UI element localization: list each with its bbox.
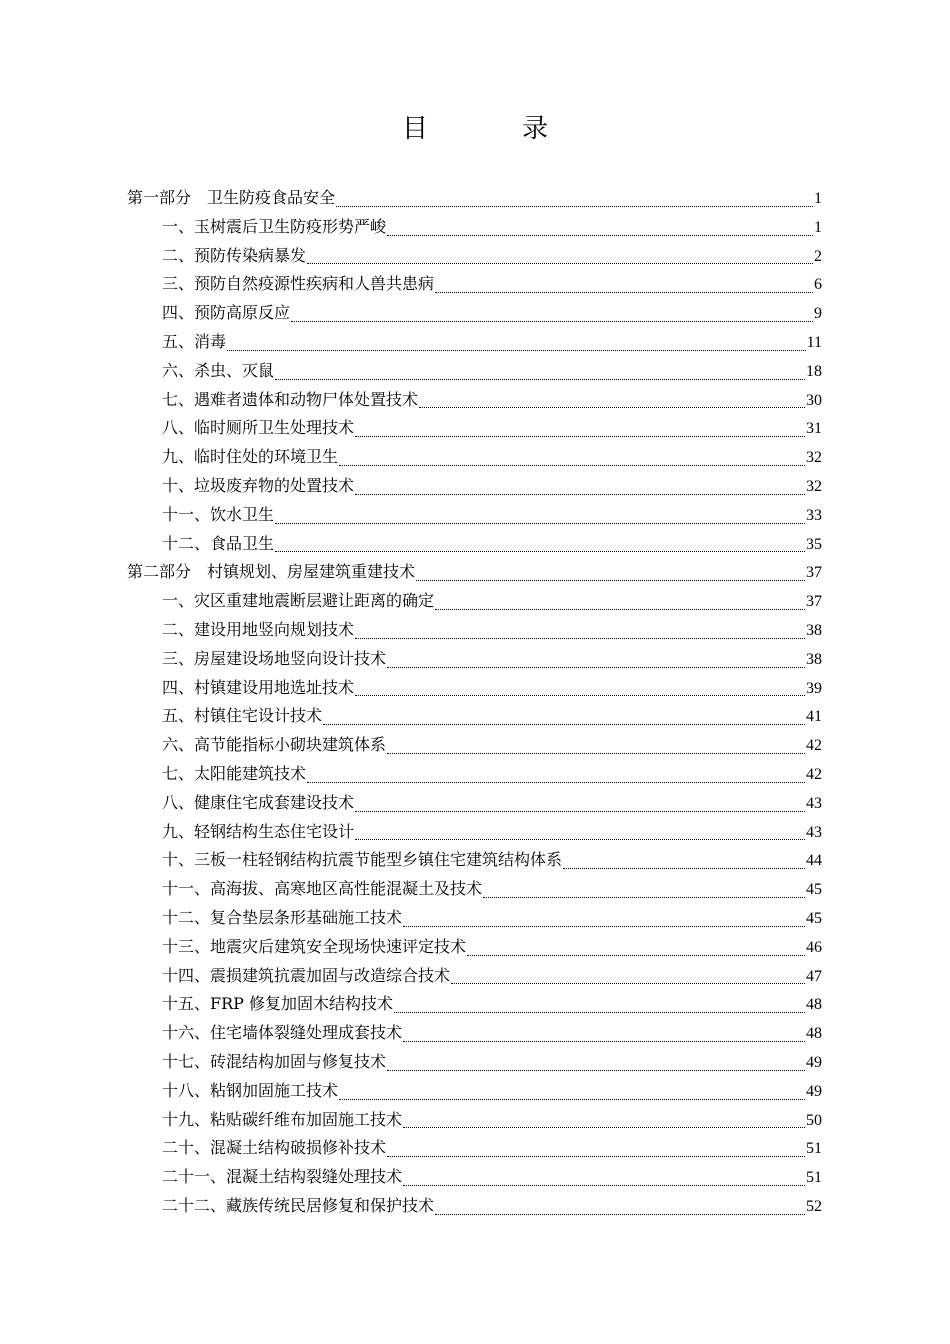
toc-entry-label: 十一、高海拔、高寒地区高性能混凝土及技术	[162, 879, 483, 899]
page-title: 目 录	[401, 114, 582, 144]
toc-section-entry[interactable]	[127, 731, 822, 760]
toc-section-entry[interactable]	[127, 328, 822, 357]
toc-page-number: 41	[806, 708, 822, 726]
toc-page-number: 51	[806, 1140, 822, 1158]
dot-leader	[416, 580, 805, 581]
dot-leader	[563, 868, 805, 869]
dot-leader	[307, 782, 805, 783]
dot-leader	[451, 983, 805, 984]
dot-leader	[275, 379, 805, 380]
toc-section-entry[interactable]	[127, 904, 822, 933]
dot-leader	[339, 465, 805, 466]
toc-page-number: 48	[806, 1025, 822, 1043]
toc-section-entry[interactable]	[127, 1019, 822, 1048]
toc-section-entry[interactable]	[127, 1077, 822, 1106]
toc-page-number: 39	[806, 679, 822, 697]
toc-entry-label: 十八、粘钢加固施工技术	[162, 1080, 339, 1100]
dot-leader	[435, 609, 805, 610]
toc-section-entry[interactable]	[127, 299, 822, 328]
toc-section-entry[interactable]	[127, 760, 822, 789]
dot-leader	[467, 955, 805, 956]
toc-page-number: 37	[806, 593, 822, 611]
toc-entry-label: 三、预防自然疫源性疾病和人兽共患病	[162, 274, 435, 294]
table-of-contents	[127, 184, 822, 1221]
toc-page-number: 38	[806, 650, 822, 668]
toc-entry-label: 九、临时住处的环境卫生	[162, 447, 339, 467]
dot-leader	[323, 724, 805, 725]
toc-section-entry[interactable]	[127, 587, 822, 616]
toc-page-number: 47	[806, 967, 822, 985]
toc-section-entry[interactable]	[127, 645, 822, 674]
toc-section-entry[interactable]	[127, 443, 822, 472]
dot-leader	[355, 638, 805, 639]
toc-section-entry[interactable]	[127, 270, 822, 299]
toc-entry-label: 二、预防传染病暴发	[162, 245, 307, 265]
toc-page-number: 32	[806, 449, 822, 467]
toc-page-number: 49	[806, 1053, 822, 1071]
toc-section-entry[interactable]	[127, 386, 822, 415]
toc-page-number: 30	[806, 391, 822, 409]
dot-leader	[403, 926, 805, 927]
toc-entry-label: 三、房屋建设场地竖向设计技术	[162, 648, 387, 668]
toc-page-number: 49	[806, 1082, 822, 1100]
toc-page-number: 43	[806, 794, 822, 812]
toc-entry-label: 一、灾区重建地震断层避让距离的确定	[162, 591, 435, 611]
toc-section-entry[interactable]	[127, 1106, 822, 1135]
toc-page-number: 11	[806, 333, 822, 351]
toc-page-number: 42	[806, 765, 822, 783]
toc-entry-label: 十七、砖混结构加固与修复技术	[162, 1051, 387, 1071]
dot-leader	[435, 1214, 805, 1215]
toc-page-number: 52	[806, 1197, 822, 1215]
toc-part-entry[interactable]	[127, 558, 822, 587]
toc-page-number: 35	[806, 535, 822, 553]
toc-page-number: 33	[806, 506, 822, 524]
toc-page-number: 42	[806, 737, 822, 755]
toc-entry-label: 十五、FRP 修复加固木结构技术	[162, 994, 394, 1014]
dot-leader	[291, 321, 813, 322]
toc-entry-label: 二十、混凝土结构破损修补技术	[162, 1138, 387, 1158]
dot-leader	[387, 667, 805, 668]
toc-entry-label: 五、消毒	[162, 331, 227, 351]
toc-page-number: 48	[806, 996, 822, 1014]
toc-entry-label: 六、杀虫、灭鼠	[162, 360, 275, 380]
toc-entry-label: 第一部分 卫生防疫食品安全	[127, 188, 336, 207]
toc-section-entry[interactable]	[127, 933, 822, 962]
toc-section-entry[interactable]	[127, 472, 822, 501]
toc-entry-label: 一、玉树震后卫生防疫形势严峻	[162, 216, 387, 236]
toc-page-number: 6	[814, 276, 822, 294]
toc-section-entry[interactable]	[127, 875, 822, 904]
dot-leader	[387, 753, 805, 754]
toc-page-number: 32	[806, 477, 822, 495]
dot-leader	[435, 292, 813, 293]
toc-entry-label: 十二、食品卫生	[162, 533, 275, 553]
dot-leader	[403, 1041, 805, 1042]
toc-entry-label: 十九、粘贴碳纤维布加固施工技术	[162, 1109, 403, 1129]
toc-page-number: 37	[806, 564, 822, 582]
toc-entry-label: 九、轻钢结构生态住宅设计	[162, 821, 355, 841]
toc-section-entry[interactable]	[127, 242, 822, 271]
toc-entry-label: 六、高节能指标小砌块建筑体系	[162, 735, 387, 755]
toc-page-number: 9	[814, 305, 822, 323]
toc-page-number: 44	[806, 852, 822, 870]
dot-leader	[227, 350, 806, 351]
toc-page-number: 38	[806, 621, 822, 639]
toc-section-entry[interactable]	[127, 357, 822, 386]
toc-part-entry[interactable]	[127, 184, 822, 213]
dot-leader	[387, 235, 813, 236]
toc-entry-label: 十、三板一柱轻钢结构抗震节能型乡镇住宅建筑结构体系	[162, 850, 563, 870]
dot-leader	[307, 263, 813, 264]
dot-leader	[355, 494, 805, 495]
toc-section-entry[interactable]	[127, 1134, 822, 1163]
dot-leader	[355, 695, 805, 696]
toc-entry-label: 八、临时厕所卫生处理技术	[162, 418, 355, 438]
toc-entry-label: 四、村镇建设用地选址技术	[162, 677, 355, 697]
dot-leader	[336, 206, 813, 207]
dot-leader	[394, 1012, 805, 1013]
toc-page-number: 45	[806, 881, 822, 899]
toc-section-entry[interactable]	[127, 1163, 822, 1192]
toc-section-entry[interactable]	[127, 702, 822, 731]
toc-entry-label: 十一、饮水卫生	[162, 504, 275, 524]
dot-leader	[355, 811, 805, 812]
toc-page-number: 31	[806, 420, 822, 438]
toc-entry-label: 七、太阳能建筑技术	[162, 763, 307, 783]
toc-entry-label: 十二、复合垫层条形基础施工技术	[162, 907, 403, 927]
toc-page-number: 45	[806, 909, 822, 927]
toc-section-entry[interactable]	[127, 789, 822, 818]
toc-section-entry[interactable]	[127, 674, 822, 703]
toc-entry-label: 第二部分 村镇规划、房屋建筑重建技术	[127, 562, 416, 582]
toc-section-entry[interactable]	[127, 530, 822, 559]
toc-section-entry[interactable]	[127, 990, 822, 1019]
toc-section-entry[interactable]	[127, 414, 822, 443]
toc-entry-label: 二、建设用地竖向规划技术	[162, 619, 355, 639]
dot-leader	[355, 436, 805, 437]
toc-section-entry[interactable]	[127, 1192, 822, 1221]
toc-page-number: 1	[814, 218, 822, 236]
toc-page-number: 43	[806, 823, 822, 841]
toc-section-entry[interactable]	[127, 962, 822, 991]
toc-page-number: 50	[806, 1111, 822, 1129]
toc-page-number: 18	[806, 362, 822, 380]
toc-entry-label: 二十一、混凝土结构裂缝处理技术	[162, 1167, 403, 1187]
toc-section-entry[interactable]	[127, 1048, 822, 1077]
toc-entry-label: 八、健康住宅成套建设技术	[162, 792, 355, 812]
toc-entry-label: 五、村镇住宅设计技术	[162, 706, 323, 726]
dot-leader	[275, 523, 805, 524]
toc-entry-label: 四、预防高原反应	[162, 303, 291, 323]
dot-leader	[355, 839, 805, 840]
toc-section-entry[interactable]	[127, 616, 822, 645]
toc-entry-label: 十、垃圾废弃物的处置技术	[162, 475, 355, 495]
dot-leader	[403, 1185, 805, 1186]
toc-section-entry[interactable]	[127, 501, 822, 530]
dot-leader	[387, 1156, 805, 1157]
toc-page-number: 2	[814, 247, 822, 265]
dot-leader	[275, 551, 805, 552]
toc-entry-label: 十四、震损建筑抗震加固与改造综合技术	[162, 965, 451, 985]
dot-leader	[419, 407, 805, 408]
dot-leader	[387, 1070, 805, 1071]
dot-leader	[339, 1099, 805, 1100]
toc-section-entry[interactable]	[127, 846, 822, 875]
toc-section-entry[interactable]	[127, 213, 822, 242]
toc-page-number: 51	[806, 1169, 822, 1187]
dot-leader	[483, 897, 805, 898]
toc-entry-label: 十三、地震灾后建筑安全现场快速评定技术	[162, 936, 467, 956]
dot-leader	[403, 1127, 805, 1128]
toc-entry-label: 十六、住宅墙体裂缝处理成套技术	[162, 1023, 403, 1043]
toc-entry-label: 七、遇难者遗体和动物尸体处置技术	[162, 389, 419, 409]
toc-page-number: 1	[814, 190, 822, 207]
toc-entry-label: 二十二、藏族传统民居修复和保护技术	[162, 1195, 435, 1215]
toc-section-entry[interactable]	[127, 818, 822, 847]
toc-page-number: 46	[806, 938, 822, 956]
